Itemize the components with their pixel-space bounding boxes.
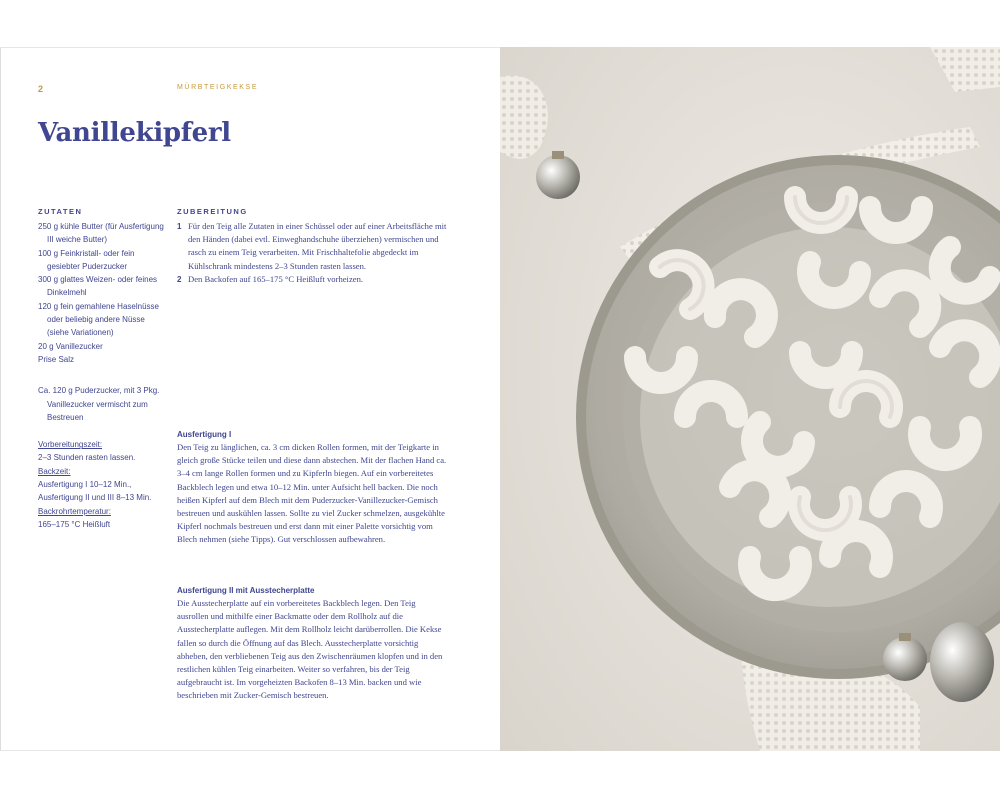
step-text: Für den Teig alle Zutaten in einer Schüssel oder auf einer Arbeitsfläche mit den Händen (dabei evtl. Einweghandschuhe überziehen) vermischen und rasch zu einem Teig verarbeiten. Mit Frischhaltefolie abgedeckt im Kühlschrank mindestens 2–3 Stunden rasten lassen. — [188, 221, 447, 271]
step-number: 2 — [177, 274, 182, 284]
ingredients-heading: ZUTATEN — [38, 207, 83, 216]
ingredient-item: 300 g glattes Weizen- oder feines Dinkelmehl — [38, 275, 158, 298]
section-heading: Ausfertigung I — [177, 430, 232, 439]
ingredients-list — [38, 220, 168, 366]
prep-time-value: 2–3 Stunden rasten lassen. — [38, 453, 136, 463]
preparation-heading: ZUBEREITUNG — [177, 207, 248, 216]
ingredient-item: 250 g kühle Butter (für Ausfertigung III weiche Butter) — [38, 222, 164, 245]
preparation-column — [177, 207, 447, 286]
running-head: MÜRBTEIGKEKSE — [177, 84, 259, 91]
section-body: Den Teig zu länglichen, ca. 3 cm dicken Rollen formen, mit der Teigkarte in gleich große Stücke teilen und diese dann abstechen. Mit der flachen Hand ca. 3–4 cm lange Rollen formen und zu Kipferln biegen. Auf ein vorbereitetes Backblech legen und etwa 10–12 Min. unter Aufsicht hell backen. Die noch heißen Kipferl auf dem Blech mit dem Puderzucker-Vanillezucker-Gemisch bestreuen und auskühlen lassen. Sollte zu viel Zucker schmelzen, ausgekühlte Kipferl nochmals bestreuen und erst dann mit einer Palette vorsichtig vom Blech nehmen (siehe Tipps). Gut verschlossen aufbewahren. — [177, 442, 447, 545]
ingredient-item: 20 g Vanillezucker — [38, 341, 103, 351]
page-number: 2 — [38, 84, 44, 94]
recipe-title: Vanillekipferl — [38, 118, 231, 148]
left-page — [0, 47, 500, 751]
bake-time-label: Backzeit: — [38, 466, 71, 476]
oven-temp-label: Backrohrtemperatur: — [38, 506, 111, 516]
ingredient-item: 100 g Feinkristall- oder fein gesiebter Puderzucker — [38, 248, 135, 271]
ingredient-item: 120 g fein gemahlene Haselnüsse oder beliebig andere Nüsse (siehe Variationen) — [38, 301, 159, 338]
preparation-step — [177, 273, 447, 286]
preparation-step — [177, 220, 447, 273]
prep-time-label: Vorbereitungszeit: — [38, 440, 103, 450]
bake-time-value-1: Ausfertigung I 10–12 Min., — [38, 480, 132, 490]
step-text: Den Backofen auf 165–175 °C Heißluft vorheizen. — [188, 273, 364, 284]
right-page-photo — [500, 47, 1000, 751]
method-section-1 — [177, 428, 447, 547]
section-heading: Ausfertigung II mit Ausstecherplatte — [177, 586, 315, 595]
sugar-coating-item: Ca. 120 g Puderzucker, mit 3 Pkg. Vanillezucker vermischt zum Bestreuen — [38, 386, 160, 422]
ingredient-item: Prise Salz — [38, 354, 75, 364]
timing-info — [38, 438, 168, 531]
step-number: 1 — [177, 222, 182, 231]
bake-time-value-2: Ausfertigung II und III 8–13 Min. — [38, 493, 152, 503]
sugar-coating-list — [38, 384, 168, 424]
book-spread — [0, 47, 1000, 751]
ingredients-column — [38, 207, 168, 531]
section-body: Die Ausstecherplatte auf ein vorbereitetes Backblech legen. Den Teig ausrollen und mithilfe einer Backmatte oder dem Rollholz auf die Ausstecherplatte auflegen. Mit dem Rollholz leicht darüberrollen. Die Kekse fallen so durch die Öffnung auf das Blech. Ausstecherplatte vorsichtig abheben, den verbliebenen Teig aus den Zwischenräumen klopfen und in den restlichen kühlen Teig einarbeiten. Weiter so verfahren, bis der Teig aufgebraucht ist. Im vorgeheizten Backofen 8–13 Min. backen und wie beschrieben mit Zucker-Gemisch bestreuen. — [177, 598, 443, 701]
method-section-2 — [177, 584, 447, 703]
cookie-plate-photo — [500, 47, 1000, 751]
oven-temp-value: 165–175 °C Heißluft — [38, 519, 111, 529]
